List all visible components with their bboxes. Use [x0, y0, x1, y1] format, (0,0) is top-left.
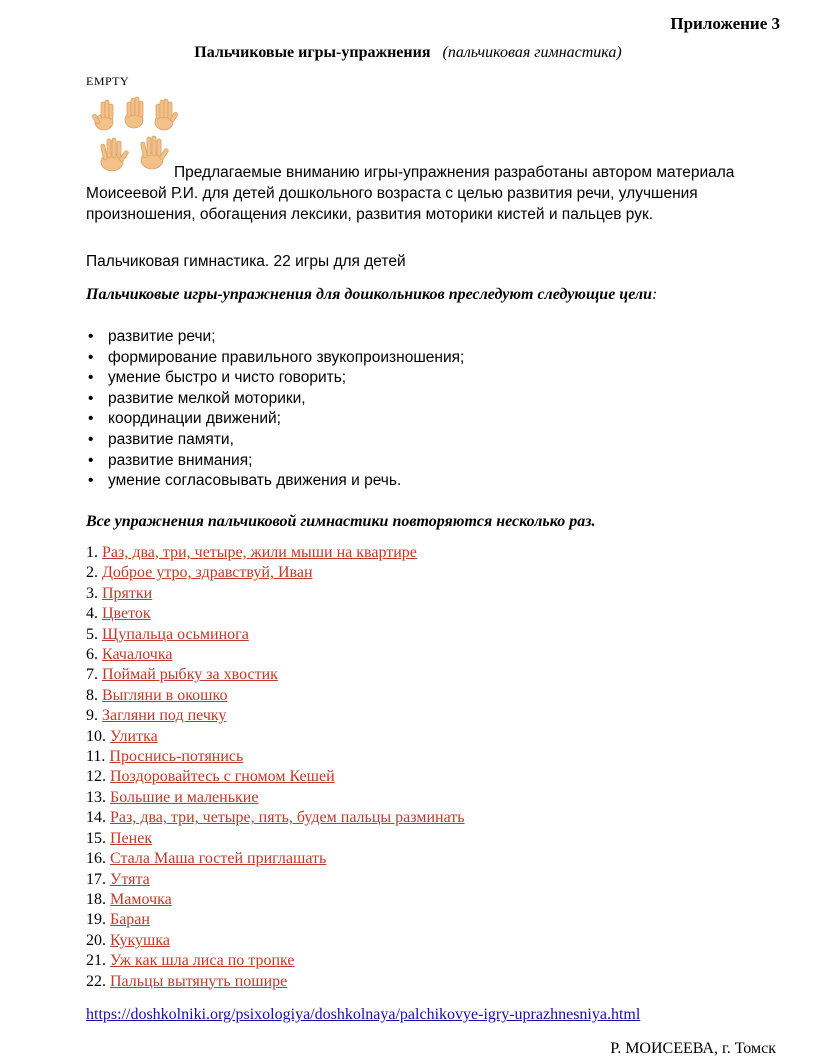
section-subheading: Пальчиковая гимнастика. 22 игры для детей [86, 253, 406, 270]
game-list-item [86, 584, 465, 604]
game-link[interactable]: Утята [110, 870, 150, 888]
game-list-item [86, 870, 465, 890]
source-link[interactable]: https://doshkolniki.org/psixologiya/doshkolnaya/palchikovye-igry-uprazhnesniya.html [86, 1006, 641, 1023]
goal-list-item: • развитие памяти, [86, 430, 464, 451]
games-list [86, 543, 465, 992]
game-link[interactable]: Выгляни в окошко [102, 686, 228, 704]
game-list-item [86, 563, 465, 583]
game-list-item [86, 625, 465, 645]
game-number: 21. [86, 952, 110, 970]
game-list-item [86, 767, 465, 787]
title-subtitle: (пальчиковая гимнастика) [442, 44, 622, 61]
appendix-label: Приложение 3 [670, 14, 780, 33]
game-list-item [86, 910, 465, 930]
title-main: Пальчиковые игры-упражнения [194, 44, 431, 61]
game-number: 22. [86, 972, 110, 990]
game-list-item [86, 645, 465, 665]
game-link[interactable]: Пальцы вытянуть пошире [110, 972, 288, 990]
page-title [0, 44, 816, 62]
goals-heading [86, 286, 657, 304]
game-link[interactable]: Щупальца осьминога [102, 625, 249, 643]
game-number: 18. [86, 890, 110, 908]
author-signature: Р. МОИСЕЕВА, г. Томск [610, 1040, 776, 1057]
game-number: 16. [86, 850, 110, 868]
game-link[interactable]: Кукушка [110, 931, 170, 949]
game-list-item [86, 951, 465, 971]
game-number: 13. [86, 788, 110, 806]
game-number: 4. [86, 605, 102, 623]
game-number: 2. [86, 564, 102, 582]
game-link[interactable]: Раз, два, три, четыре, пять, будем пальцы разминать [110, 809, 465, 827]
game-number: 1. [86, 544, 102, 561]
goal-list-item: • формирование правильного звукопроизношения; [86, 348, 464, 369]
game-link[interactable]: Уж как шла лиса по тропке [110, 952, 295, 970]
image-placeholder-label: EMPTY [86, 74, 130, 88]
game-link[interactable]: Качалочка [102, 646, 173, 664]
game-list-item [86, 604, 465, 624]
game-number: 15. [86, 829, 110, 847]
game-link[interactable]: Стала Маша гостей приглашать [110, 850, 327, 868]
game-number: 14. [86, 809, 110, 827]
source-link-row [86, 1006, 640, 1024]
goals-list [86, 327, 464, 492]
game-list-item [86, 890, 465, 910]
goals-heading-text: Пальчиковые игры-упражнения для дошкольников преследуют следующие цели [86, 286, 653, 303]
game-number: 20. [86, 931, 110, 949]
goal-list-item: • развитие внимания; [86, 451, 464, 472]
intro-paragraph [86, 162, 776, 225]
game-number: 3. [86, 584, 102, 602]
game-list-item [86, 706, 465, 726]
game-list-item [86, 727, 465, 747]
game-link[interactable]: Баран [110, 911, 150, 929]
goal-list-item: • развитие мелкой моторики, [86, 389, 464, 410]
repeat-note: Все упражнения пальчиковой гимнастики повторяются несколько раз. [86, 513, 596, 530]
game-number: 19. [86, 911, 110, 929]
game-number: 5. [86, 625, 102, 643]
game-list-item [86, 665, 465, 685]
game-number: 7. [86, 666, 102, 684]
game-list-item [86, 972, 465, 992]
game-list-item [86, 543, 465, 563]
game-number: 9. [86, 707, 102, 725]
game-number: 8. [86, 686, 102, 704]
game-list-item [86, 788, 465, 808]
game-link[interactable]: Пенек [110, 829, 153, 847]
game-link[interactable]: Мамочка [110, 890, 172, 908]
game-link[interactable]: Большие и маленькие [110, 788, 259, 806]
game-number: 10. [86, 727, 110, 745]
game-number: 6. [86, 646, 102, 664]
goal-list-item: • координации движений; [86, 409, 464, 430]
game-link[interactable]: Прятки [102, 584, 153, 602]
game-number: 17. [86, 870, 110, 888]
game-link[interactable]: Загляни под печку [102, 707, 227, 725]
game-number: 11. [86, 748, 110, 766]
intro-line-rest: Моисеевой Р.И. для детей дошкольного возраста с целью развития речи, улучшения произношения, обогащения лексики, развития моторики кистей и пальцев рук. [86, 185, 698, 223]
game-link[interactable]: Раз, два, три, четыре, жили мыши на квартире [102, 544, 417, 561]
game-list-item [86, 849, 465, 869]
game-link[interactable]: Поздоровайтесь с гномом Кешей [110, 768, 335, 786]
game-link[interactable]: Улитка [110, 727, 158, 745]
game-list-item [86, 829, 465, 849]
game-link[interactable]: Поймай рыбку за хвостик [102, 666, 278, 684]
game-list-item [86, 808, 465, 828]
goal-list-item: • развитие речи; [86, 327, 464, 348]
game-link[interactable]: Цветок [102, 605, 151, 623]
goal-list-item: • умение быстро и чисто говорить; [86, 368, 464, 389]
intro-line-first: Предлагаемые вниманию игры-упражнения разработаны автором материала [174, 164, 735, 181]
goal-list-item: • умение согласовывать движения и речь. [86, 471, 464, 492]
game-link[interactable]: Проснись-потянись [109, 748, 244, 766]
game-list-item [86, 747, 465, 767]
game-list-item [86, 931, 465, 951]
game-number: 12. [86, 768, 110, 786]
game-list-item [86, 686, 465, 706]
game-link[interactable]: Доброе утро, здравствуй, Иван [102, 564, 313, 582]
goals-heading-colon: : [652, 286, 658, 303]
